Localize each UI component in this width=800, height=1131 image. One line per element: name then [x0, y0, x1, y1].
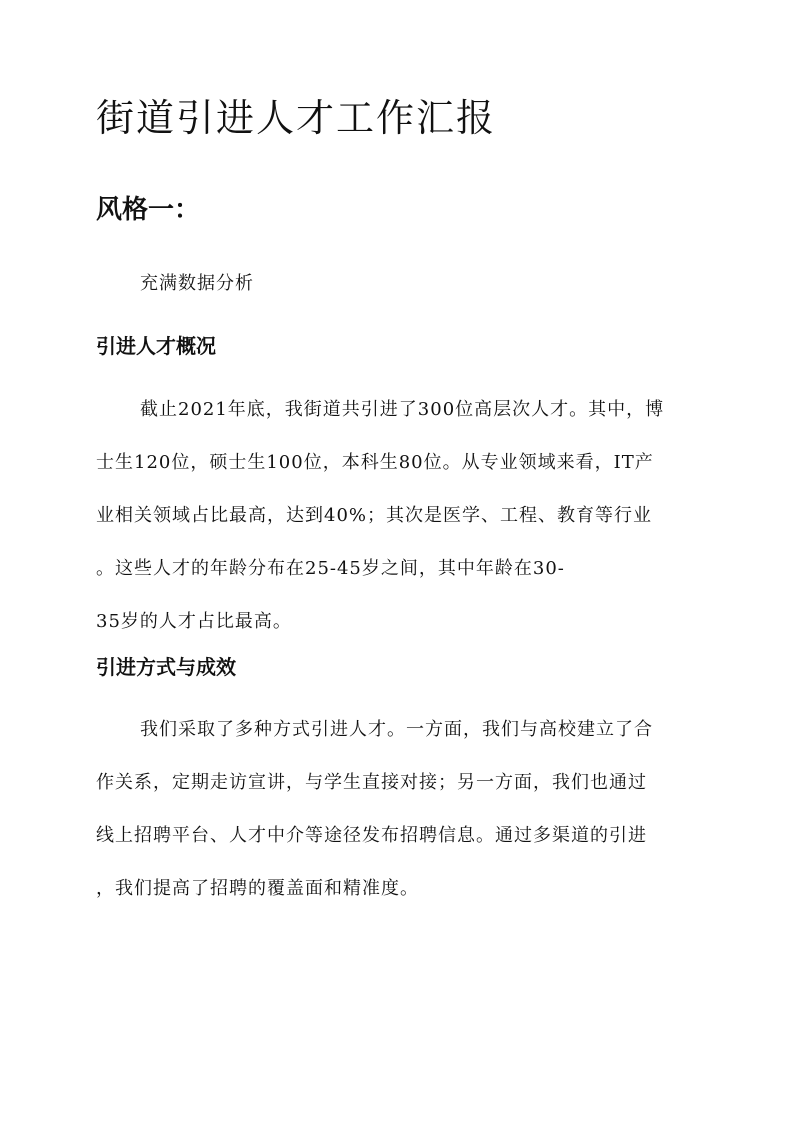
- document-title: 街道引进人才工作汇报: [96, 96, 497, 140]
- paragraph-line: 。这些人才的年龄分布在25-45岁之间，其中年龄在30-: [96, 558, 565, 579]
- paragraph-methods-results: [96, 716, 706, 928]
- paragraph-line: 截止2021年底，我街道共引进了300位高层次人才。其中，博: [140, 399, 665, 420]
- paragraph-line: ，我们提高了招聘的覆盖面和精准度。: [96, 878, 419, 899]
- paragraph-line: 士生120位，硕士生100位，本科生80位。从专业领域来看，IT产: [96, 452, 654, 473]
- section-heading-talent-overview: 引进人才概况: [96, 334, 216, 358]
- style-heading: 风格一：: [96, 195, 201, 225]
- paragraph-line: 作关系，定期走访宣讲，与学生直接对接；另一方面，我们也通过: [96, 772, 647, 793]
- paragraph-line: 我们采取了多种方式引进人才。一方面，我们与高校建立了合: [140, 719, 653, 740]
- paragraph-line: 35岁的人才占比最高。: [96, 611, 292, 632]
- paragraph-line: 线上招聘平台、人才中介等途径发布招聘信息。通过多渠道的引进: [96, 825, 647, 846]
- paragraph-line: 业相关领域占比最高，达到40%；其次是医学、工程、教育等行业: [96, 505, 653, 526]
- section-heading-methods-results: 引进方式与成效: [96, 655, 236, 679]
- style-description: 充满数据分析: [140, 273, 254, 294]
- paragraph-talent-overview: [96, 396, 706, 661]
